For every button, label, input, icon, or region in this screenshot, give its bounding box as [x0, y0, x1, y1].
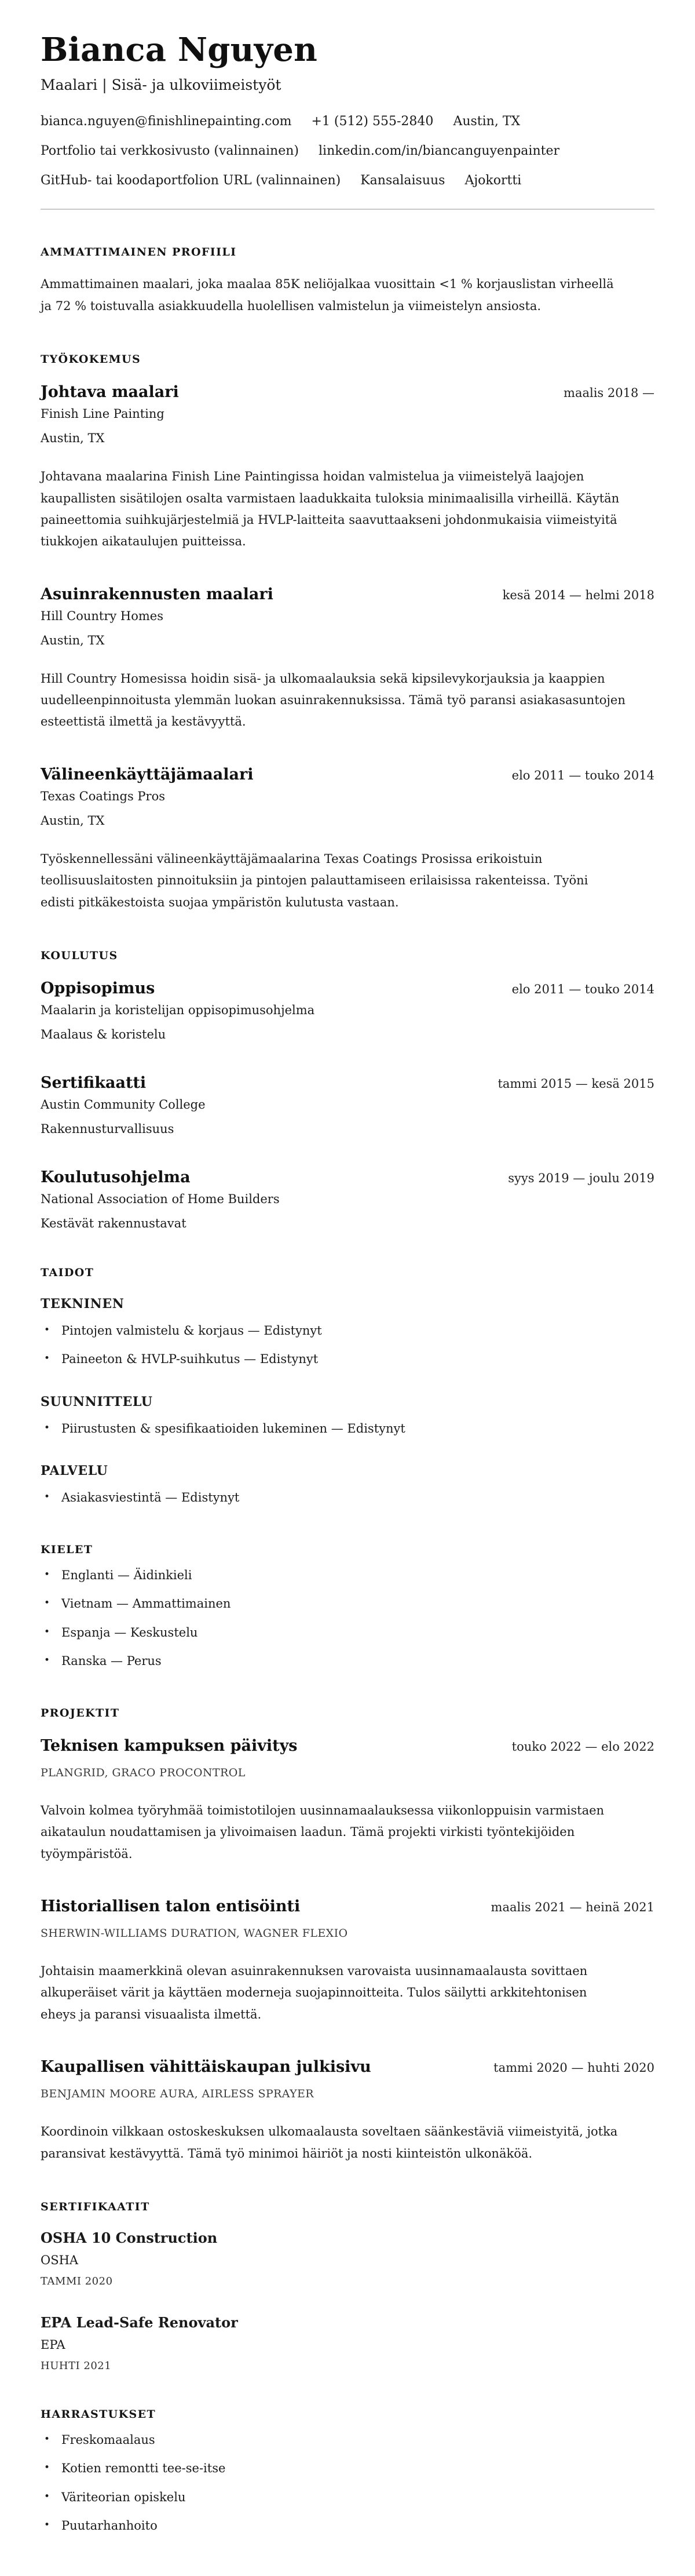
- hobby-item: • Väriteorian opiskelu: [41, 2488, 654, 2507]
- language-item: • Espanja — Keskustelu: [41, 1624, 654, 1642]
- skill-list-service: [41, 1489, 654, 1507]
- section-heading-projects: PROJEKTIT: [41, 1706, 120, 1719]
- project-date: touko 2022 — elo 2022: [511, 1739, 654, 1754]
- education-field: Kestävät rakennustavat: [41, 1216, 186, 1230]
- header-divider: [41, 209, 654, 210]
- education-entry: [41, 979, 654, 1041]
- education-school: Austin Community College: [41, 1097, 206, 1112]
- hobby-list: [41, 2431, 654, 2535]
- education-date: tammi 2015 — kesä 2015: [498, 1076, 654, 1091]
- contact-row-3: [41, 173, 654, 188]
- job-entry: [41, 585, 654, 733]
- person-title: Maalari | Sisä- ja ulkoviimeistyöt: [41, 76, 281, 94]
- education-entry: [41, 1168, 654, 1230]
- education-entry: [41, 1074, 654, 1136]
- project-description: Valvoin kolmea työryhmää toimistotilojen uusinnamaalauksessa viikonloppuisin varmistaen aikataulun noudattamisen ja ylivoimaisen laadun. Tämä projekti virkisti työntekijöiden työympäristöä.: [41, 1803, 605, 1861]
- phone-text: +1 (512) 555-2840: [311, 114, 434, 129]
- project-title: Historiallisen talon entisöinti: [41, 1897, 301, 1916]
- hobby-item: • Kotien remontti tee-se-itse: [41, 2460, 654, 2478]
- hobby-item: • Freskomaalaus: [41, 2431, 654, 2450]
- person-name: Bianca Nguyen: [41, 31, 318, 69]
- job-description: Johtavana maalarina Finish Line Paintingissa hoidan valmistelua ja viimeistelyä laajojen kaupallisten sisätilojen osalta varmistaen laadukkaita tuloksia minimaalisilla virheillä. Käytän paineettomia suihkujärjestelmiä ja HVLP-laitteita saavuttaakseni johdonmukaisia viimeistyitä tiukkojen aikataulujen puitteissa.: [41, 469, 620, 549]
- section-heading-certifications: SERTIFIKAATIT: [41, 2200, 150, 2213]
- section-heading-profile: AMMATTIMAINEN PROFIILI: [41, 246, 237, 259]
- language-list: [41, 1566, 654, 1671]
- skill-item: • Pintojen valmistelu & korjaus — Edistynyt: [41, 1322, 654, 1340]
- project-tools: BENJAMIN MOORE AURA, AIRLESS SPRAYER: [41, 2087, 314, 2101]
- education-degree: Sertifikaatti: [41, 1073, 147, 1092]
- skill-group-service: PALVELU: [41, 1463, 108, 1479]
- education-degree: Oppisopimus: [41, 979, 155, 997]
- project-title: Teknisen kampuksen päivitys: [41, 1736, 298, 1755]
- education-date: elo 2011 — touko 2014: [511, 982, 654, 996]
- section-heading-languages: KIELET: [41, 1543, 93, 1556]
- certification-entry: [41, 2229, 654, 2287]
- project-entry: [41, 2058, 654, 2165]
- job-company: Texas Coatings Pros: [41, 789, 166, 803]
- skill-list-technical: [41, 1322, 654, 1369]
- contact-row-1: [41, 114, 654, 129]
- skill-item: • Piirustusten & spesifikaatioiden lukeminen — Edistynyt: [41, 1420, 654, 1438]
- citizenship-label: Kansalaisuus: [360, 173, 445, 188]
- education-degree: Koulutusohjelma: [41, 1168, 191, 1186]
- certification-date: TAMMI 2020: [41, 2275, 113, 2287]
- job-entry: [41, 383, 654, 553]
- skill-group-design: SUUNNITTELU: [41, 1394, 153, 1409]
- project-description: Johtaisin maamerkkinä olevan asuinrakennuksen varovaista uusinnamaalausta sovittaen alkuperäiset värit ja käyttäen moderneja suojapinnoitteita. Tulos säilytti arkkitehtonisen eheys ja paransi visuaalista ilmettä.: [41, 1964, 588, 2021]
- skill-group-technical: TEKNINEN: [41, 1296, 125, 1311]
- job-title: Asuinrakennusten maalari: [41, 585, 273, 603]
- job-entry: [41, 766, 654, 913]
- contact-row-2: [41, 144, 654, 158]
- skill-item: • Asiakasviestintä — Edistynyt: [41, 1489, 654, 1507]
- job-location: Austin, TX: [41, 633, 105, 647]
- section-heading-experience: TYÖKOKEMUS: [41, 353, 141, 366]
- education-field: Maalaus & koristelu: [41, 1027, 166, 1041]
- job-date: elo 2011 — touko 2014: [511, 768, 654, 782]
- portfolio-placeholder-text: Portfolio tai verkkosivusto (valinnainen): [41, 144, 299, 159]
- language-item: • Englanti — Äidinkieli: [41, 1566, 654, 1585]
- job-date: maalis 2018 —: [564, 386, 654, 400]
- certification-issuer: OSHA: [41, 2253, 79, 2267]
- location-text: Austin, TX: [453, 114, 521, 129]
- job-title: Johtava maalari: [41, 383, 179, 402]
- job-date: kesä 2014 — helmi 2018: [502, 588, 654, 602]
- project-description: Koordinoin vilkkaan ostoskeskuksen ulkomaalausta soveltaen säänkestäviä viimeistyitä, jotka paransivat kestävyyttä. Tämä työ minimoi häiriöt ja nosti kiinteistön ulkonäköä.: [41, 2125, 618, 2160]
- job-title: Välineenkäyttäjämaalari: [41, 765, 254, 784]
- contact-block: [41, 114, 654, 188]
- section-heading-hobbies: HARRASTUKSET: [41, 2407, 156, 2421]
- project-title: Kaupallisen vähittäiskaupan julkisivu: [41, 2058, 371, 2076]
- education-school: Maalarin ja koristelijan oppisopimusohjelma: [41, 1003, 315, 1017]
- profile-text: Ammattimainen maalari, joka maalaa 85K neliöjalkaa vuosittain <1 % korjauslistan virheellä ja 72 % toistuvalla asiakkuudella huolellisen valmistelun ja viimeistelyn ansiosta.: [41, 277, 614, 313]
- skill-item: • Paineeton & HVLP-suihkutus — Edistynyt: [41, 1350, 654, 1369]
- language-item: • Ranska — Perus: [41, 1652, 654, 1671]
- section-heading-skills: TAIDOT: [41, 1266, 94, 1279]
- section-heading-education: KOULUTUS: [41, 949, 118, 962]
- skill-list-design: [41, 1420, 654, 1438]
- project-tools: PLANGRID, GRACO PROCONTROL: [41, 1766, 246, 1779]
- education-field: Rakennusturvallisuus: [41, 1121, 174, 1136]
- project-date: maalis 2021 — heinä 2021: [491, 1900, 654, 1915]
- job-location: Austin, TX: [41, 431, 105, 446]
- certification-name: OSHA 10 Construction: [41, 2229, 218, 2246]
- certification-issuer: EPA: [41, 2337, 65, 2352]
- language-item: • Vietnam — Ammattimainen: [41, 1595, 654, 1613]
- certification-name: EPA Lead-Safe Renovator: [41, 2313, 238, 2331]
- project-date: tammi 2020 — huhti 2020: [493, 2061, 654, 2075]
- job-company: Hill Country Homes: [41, 609, 163, 623]
- project-entry: [41, 1897, 654, 2025]
- email-text: bianca.nguyen@finishlinepainting.com: [41, 114, 292, 129]
- project-entry: [41, 1737, 654, 1865]
- hobby-item: • Puutarhanhoito: [41, 2517, 654, 2535]
- license-label: Ajokortti: [464, 173, 522, 188]
- job-description: Työskennellessäni välineenkäyttäjämaalarina Texas Coatings Prosissa erikoistuin teollisuuslaitosten pinnoituksiin ja pintojen palauttamiseen erilaisissa rakenteissa. Työni edisti pitkäkestoista suojaa ympäristön kulutusta vastaan.: [41, 851, 588, 909]
- linkedin-text: linkedin.com/in/biancanguyenpainter: [319, 144, 559, 159]
- certification-date: HUHTI 2021: [41, 2359, 112, 2372]
- education-date: syys 2019 — joulu 2019: [508, 1171, 654, 1185]
- education-school: National Association of Home Builders: [41, 1192, 280, 1206]
- job-company: Finish Line Painting: [41, 407, 164, 421]
- github-placeholder-text: GitHub- tai koodaportfolion URL (valinnainen): [41, 173, 341, 188]
- project-tools: SHERWIN-WILLIAMS DURATION, WAGNER FLEXIO: [41, 1927, 348, 1940]
- job-location: Austin, TX: [41, 813, 105, 828]
- job-description: Hill Country Homesissa hoidin sisä- ja ulkomaalauksia sekä kipsilevykorjauksia ja kaappien uudelleenpinnoitusta ylemmän luokan asuinrakennuksissa. Tämä työ paransi asiakasasuntojen esteettistä ilmettä ja kestävyyttä.: [41, 671, 626, 729]
